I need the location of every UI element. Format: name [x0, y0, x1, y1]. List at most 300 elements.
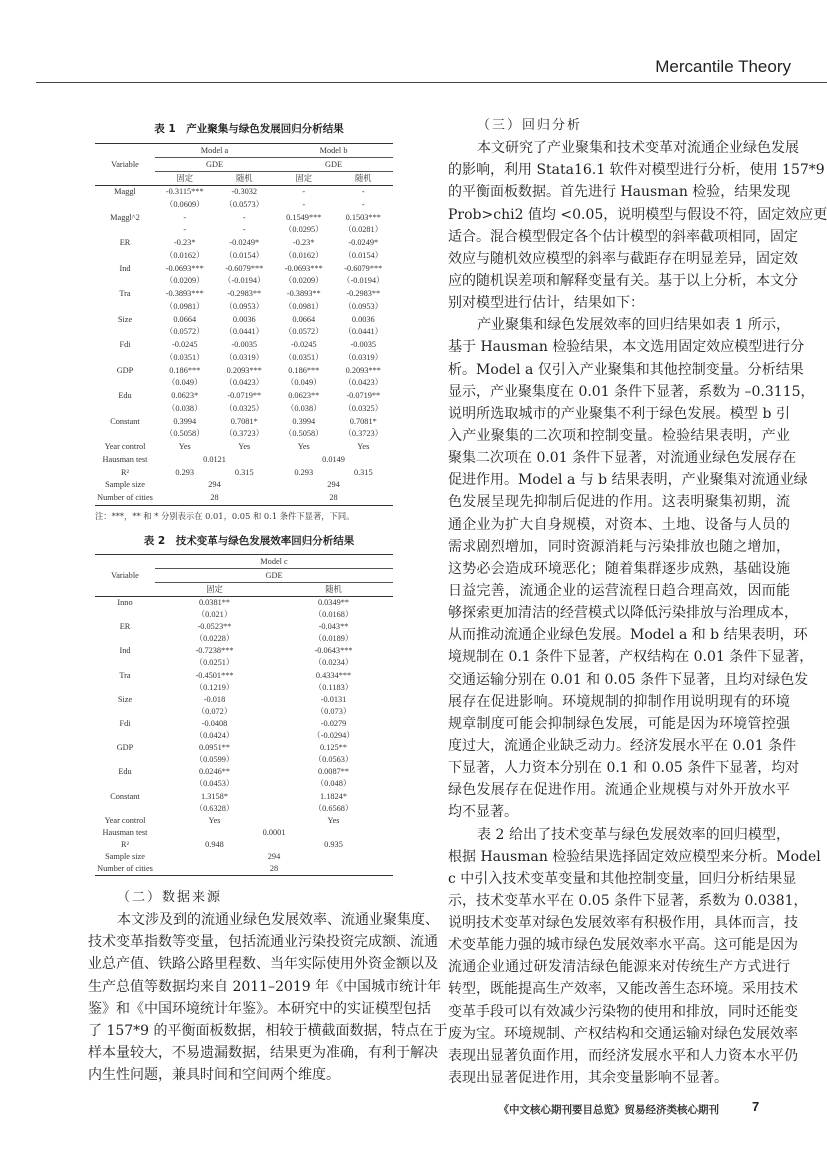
table-row — [95, 754, 393, 766]
summary-value: 28 — [155, 863, 393, 876]
paragraph-line: 显示，产业聚集度在 0.01 条件下显著，系数为 –0.3115， — [448, 383, 815, 400]
table-row — [95, 288, 393, 301]
paragraph-line: 聚集二次项在 0.01 条件下显著，对流通业绿色发展存在 — [448, 450, 797, 467]
empty-cell — [95, 778, 155, 790]
standard-error-value: （0.0295） — [284, 225, 324, 235]
section-heading: （二）数据来源 — [117, 890, 223, 905]
empty-cell — [95, 377, 155, 390]
empty-cell — [95, 657, 155, 669]
standard-error-value: （0.0209） — [165, 276, 205, 286]
standard-error-value: （0.0251） — [194, 658, 235, 668]
variable-name: Maggl^2 — [110, 212, 140, 222]
coefficient-value: -0.0643*** — [314, 646, 353, 656]
empty-cell — [95, 403, 155, 416]
coefficient-value: 0.0951** — [198, 743, 231, 753]
paragraph-line: c 中引入技术变革变量和其他控制变量，回归分析结果显 — [448, 870, 797, 887]
coefficient-value: -0.0245 — [171, 340, 198, 349]
paragraph-line: 绿色发展存在促进作用。流通企业规模与对外开放水平 — [448, 782, 790, 799]
paragraph-line: 够探索更加清洁的经营模式以降低污染排放与治理成本， — [448, 605, 798, 622]
coefficient-value: 0.0623* — [171, 391, 199, 400]
paragraph-line: 规章制度可能会抑制绿色发展，可能是因为环境管控强 — [448, 715, 790, 732]
paragraph-line: 展存在促进影响。环境规制的抑制作用说明现有的环境 — [448, 693, 790, 710]
table-row — [95, 144, 393, 158]
paragraph-line: 本文涉及到的流通业绿色发展效率、流通业聚集度、 — [117, 912, 439, 929]
empty-cell — [95, 275, 155, 288]
standard-error-value: （0.0573） — [224, 199, 264, 209]
standard-error-value: （0.0981） — [284, 301, 324, 311]
empty-cell — [95, 633, 155, 645]
summary-value: 28 — [274, 492, 393, 505]
paragraph-line: 样本量较大，不易遗漏数据，结果更为准确，有利于解决 — [88, 1044, 438, 1061]
coefficient-value: -0.0693*** — [165, 263, 204, 273]
variable-name: ER — [119, 238, 131, 247]
coefficient-value: 0.1503*** — [345, 212, 381, 222]
coefficient-value: - — [302, 187, 306, 196]
table-row — [95, 555, 393, 569]
coefficient-value: 0.0623** — [288, 391, 320, 400]
summary-label: Sample size — [105, 851, 145, 861]
table-row — [95, 621, 393, 633]
standard-error-value: （0.0319） — [343, 352, 383, 362]
variable-name: Ind — [119, 646, 131, 656]
coefficient-value: -0.0035 — [231, 340, 258, 349]
header-divider — [36, 82, 827, 83]
paragraph-line: 效应与随机效应模型的斜率与截距存在明显差异，固定效 — [448, 250, 798, 267]
summary-value: Yes — [208, 815, 221, 825]
summary-value: Yes — [238, 442, 251, 451]
column-header-variable: Variable — [95, 144, 155, 186]
table1-title: 表 1 产业聚集与绿色发展回归分析结果 — [154, 123, 344, 135]
paragraph-line: 均不显著。 — [448, 804, 518, 821]
coefficient-value: -0.0131 — [320, 694, 347, 704]
coefficient-value: 0.0664 — [292, 314, 316, 324]
table-row — [95, 314, 393, 327]
summary-label: Number of cities — [95, 863, 155, 876]
standard-error-value: （0.5058） — [165, 429, 205, 439]
coefficient-value: -0.3893** — [286, 289, 321, 298]
table-row — [95, 827, 393, 839]
standard-error-value: （0.038） — [167, 403, 203, 413]
column-header-gde: GDE — [274, 158, 393, 172]
paragraph-line: 色发展呈现先抑制后促进的作用。这表明聚集初期，流 — [448, 494, 790, 511]
empty-cell — [95, 352, 155, 365]
coefficient-value: 0.125** — [320, 743, 347, 753]
coefficient-value: 0.0349** — [317, 598, 350, 607]
paragraph-line: 废为宝。环境规制、产权结构和交通运输对绿色发展效率 — [448, 1025, 798, 1042]
variable-name: Fdi — [119, 718, 131, 728]
coefficient-value: 0.2093*** — [226, 365, 262, 375]
table-row — [95, 839, 393, 851]
paragraph-line: 的影响，利用 Stata16.1 软件对模型进行分析，使用 157*9 — [448, 162, 825, 179]
standard-error-value: （0.021） — [196, 610, 233, 620]
paragraph-line: 变革手段可以有效减少污染物的使用和排放，同时还能变 — [448, 1003, 798, 1020]
standard-error-value: （0.0981） — [165, 301, 205, 311]
paragraph-line: 流通企业通过研发清洁绿色能源来对传统生产方式进行 — [448, 959, 790, 976]
paragraph-line: 的平衡面板数据。首先进行 Hausman 检验，结果发现 — [448, 184, 791, 201]
standard-error-value: （0.0162） — [165, 250, 205, 260]
paragraph-line: 鉴》和《中国环境统计年鉴》。本研究中的实证模型包括 — [88, 1000, 431, 1017]
paragraph-line: 需求剧烈增加，同时资源消耗与污染排放也随之增加， — [448, 538, 790, 555]
table-row — [95, 670, 393, 682]
table-row — [95, 250, 393, 263]
coefficient-value: -0.0245 — [290, 340, 317, 349]
table1-regression-results — [95, 143, 393, 506]
column-header-model-b: Model b — [274, 144, 393, 158]
table-row — [95, 778, 393, 790]
empty-cell — [95, 326, 155, 339]
empty-cell — [95, 706, 155, 718]
empty-cell — [95, 199, 155, 212]
paragraph-line: 本文研究了产业聚集和技术变革对流通企业绿色发展 — [477, 140, 799, 157]
standard-error-value: （0.0563） — [313, 755, 354, 765]
standard-error-value: - — [302, 199, 306, 209]
footer-journal: 《中文核心期刊要目总览》贸易经济类核心期刊 — [498, 1104, 719, 1116]
table-row — [95, 597, 393, 610]
coefficient-value: -0.018 — [203, 694, 226, 704]
variable-name: Inno — [117, 598, 133, 607]
running-head-title: Mercantile Theory — [655, 57, 791, 76]
summary-value: 294 — [208, 480, 221, 490]
empty-cell — [95, 754, 155, 766]
paragraph-line: 表现出显著促进作用，其余变量影响不显著。 — [448, 1070, 728, 1087]
empty-cell — [95, 428, 155, 441]
paragraph-line: 入产业聚集的二次项和控制变量。检验结果表明，产业 — [448, 427, 790, 444]
table-row — [95, 263, 393, 276]
coefficient-value: -0.3115*** — [165, 187, 204, 196]
empty-cell — [95, 609, 155, 621]
paragraph-line: 内生性问题，兼具时间和空间两个维度。 — [88, 1067, 340, 1084]
table-row — [95, 428, 393, 441]
coefficient-value: -0.23* — [174, 238, 196, 247]
standard-error-value: （0.0423） — [224, 378, 264, 388]
paragraph-line: 促进作用。Model a 与 b 结果表明，产业聚集对流通业绿 — [448, 472, 808, 489]
table-row — [95, 815, 393, 827]
standard-error-value: （-0.0294） — [312, 731, 355, 741]
empty-cell — [95, 682, 155, 694]
coefficient-value: 1.3158* — [201, 791, 228, 801]
summary-label: R² — [120, 467, 130, 477]
table-row — [95, 467, 393, 480]
standard-error-value: - — [242, 225, 246, 235]
standard-error-value: （-0.0194） — [342, 276, 385, 286]
table-row — [95, 199, 393, 212]
standard-error-value: （0.1183） — [313, 682, 354, 692]
coefficient-value: -0.043** — [318, 622, 349, 632]
coefficient-value: - — [183, 212, 187, 222]
empty-cell — [95, 301, 155, 314]
standard-error-value: （0.0234） — [313, 658, 354, 668]
table-row — [95, 212, 393, 225]
variable-name: Maggl — [114, 187, 136, 196]
coefficient-value: 0.0246** — [198, 767, 231, 777]
standard-error-value: （0.072） — [196, 706, 233, 716]
standard-error-value: （0.038） — [286, 403, 322, 413]
coefficient-value: -0.0693*** — [284, 263, 323, 273]
standard-error-value: （0.0572） — [165, 327, 205, 337]
coefficient-value: - — [242, 212, 246, 222]
table-row — [95, 224, 393, 237]
coefficient-value: -0.0719** — [346, 391, 381, 400]
variable-name: Edu — [118, 391, 132, 400]
coefficient-value: 0.3994 — [292, 416, 316, 426]
summary-value: Yes — [327, 815, 340, 825]
summary-value: 0.0001 — [262, 827, 286, 837]
column-header-gde: GDE — [155, 569, 393, 583]
standard-error-value: （0.1219） — [194, 682, 235, 692]
coefficient-value: -0.0035 — [350, 340, 377, 349]
coefficient-value: -0.23* — [293, 238, 315, 247]
coefficient-value: 0.7081* — [349, 416, 377, 426]
coefficient-value: -0.2983** — [346, 289, 381, 298]
paragraph-line: 别对模型进行估计，结果如下： — [448, 295, 644, 312]
summary-value: 0.315 — [234, 467, 254, 477]
column-header-model-a: Model a — [155, 144, 274, 158]
summary-value: Yes — [357, 442, 370, 451]
variable-name: Size — [117, 314, 133, 324]
table-row — [95, 479, 393, 492]
standard-error-value: （0.0209） — [284, 276, 324, 286]
paragraph-line: 示，技术变革水平在 0.05 条件下显著，系数为 0.0381， — [448, 892, 808, 909]
summary-value: 0.0149 — [322, 454, 345, 464]
standard-error-value: （0.3723） — [224, 429, 264, 439]
table-row — [95, 275, 393, 288]
standard-error-value: （0.049） — [167, 378, 203, 388]
table-row — [95, 742, 393, 754]
paragraph-line: 析。Model a 仅引入产业聚集和其他控制变量。分析结果 — [448, 361, 804, 378]
table-row — [95, 416, 393, 429]
table-row — [95, 377, 393, 390]
table-row — [95, 682, 393, 694]
summary-value: 0.0121 — [203, 454, 226, 464]
table-row — [95, 645, 393, 657]
coefficient-value: 0.1549*** — [286, 212, 322, 222]
variable-name: Constant — [110, 791, 140, 801]
summary-label: Sample size — [105, 480, 145, 490]
paragraph-line: 说明技术变革对绿色发展效率有积极作用，具体而言，技 — [448, 915, 798, 932]
coefficient-value: -0.0249* — [229, 238, 260, 247]
table-row — [95, 730, 393, 742]
coefficient-value: 0.2093*** — [345, 365, 381, 375]
standard-error-value: （0.0572） — [284, 327, 324, 337]
empty-cell — [95, 730, 155, 742]
standard-error-value: - — [183, 225, 187, 235]
standard-error-value: （0.0453） — [194, 779, 235, 789]
table1-note: 注：***，** 和 * 分别表示在 0.01，0.05 和 0.1 条件下显著，下同。 — [95, 511, 355, 521]
coefficient-value: - — [361, 187, 365, 196]
column-header-fixed: 固定 — [155, 583, 274, 597]
summary-value: 294 — [267, 851, 281, 861]
standard-error-value: （0.6568） — [313, 803, 354, 813]
coefficient-value: -0.0279 — [320, 718, 347, 728]
coefficient-value: 0.0036 — [232, 314, 256, 324]
standard-error-value: （0.0228） — [194, 634, 235, 644]
standard-error-value: （0.0168） — [313, 610, 354, 620]
summary-value: 28 — [155, 492, 274, 505]
paragraph-line: 根据 Hausman 检验结果选择固定效应模型来分析。Model — [448, 848, 821, 865]
summary-value: 0.293 — [175, 467, 195, 477]
standard-error-value: （0.5058） — [284, 429, 324, 439]
standard-error-value: （0.073） — [315, 706, 352, 716]
paragraph-line: 日益完善，流通企业的运营流程日趋合理高效，因而能 — [448, 582, 790, 599]
table-row — [95, 863, 393, 876]
section-regression-analysis — [448, 115, 827, 1089]
coefficient-value: 0.7081* — [230, 416, 258, 426]
standard-error-value: （0.0319） — [224, 352, 264, 362]
standard-error-value: （0.0162） — [284, 250, 324, 260]
variable-name: GDP — [116, 365, 134, 375]
section-heading: （三）回归分析 — [477, 118, 583, 133]
paragraph-line: 表 2 给出了技术变革与绿色发展效率的回归模型， — [477, 826, 790, 843]
paragraph-line: 生产总值等数据均来自 2011–2019 年《中国城市统计年 — [88, 978, 442, 995]
table-row — [95, 609, 393, 621]
paragraph-line: 境规制在 0.1 条件下显著，产权结构在 0.01 条件下显著， — [448, 649, 814, 666]
coefficient-value: -0.3893*** — [165, 289, 204, 298]
table-row — [95, 492, 393, 505]
table-row — [95, 339, 393, 352]
table2-title: 表 2 技术变革与绿色发展效率回归分析结果 — [143, 535, 355, 547]
table-row — [95, 237, 393, 250]
paragraph-line: 业总产值、铁路公路里程数、当年实际使用外资金额以及 — [88, 956, 438, 973]
standard-error-value: （0.0325） — [343, 403, 383, 413]
summary-value: 294 — [327, 480, 340, 490]
coefficient-value: 0.0087** — [317, 767, 350, 777]
empty-cell — [95, 803, 155, 815]
table-row — [95, 694, 393, 706]
summary-value: Yes — [297, 442, 310, 451]
variable-name: Size — [117, 694, 133, 704]
coefficient-value: 0.186*** — [288, 365, 320, 375]
coefficient-value: -0.0408 — [201, 718, 228, 728]
column-header-random: 随机 — [334, 172, 394, 186]
standard-error-value: （0.0441） — [343, 327, 383, 337]
standard-error-value: （0.0351） — [165, 352, 205, 362]
coefficient-value: 0.0036 — [351, 314, 375, 324]
table-row — [95, 803, 393, 815]
variable-name: Tra — [119, 289, 131, 298]
standard-error-value: （0.0281） — [343, 225, 383, 235]
variable-name: GDP — [116, 743, 134, 753]
coefficient-value: -0.6079*** — [344, 263, 383, 273]
page-number: 7 — [752, 1099, 760, 1114]
standard-error-value: （0.0189） — [313, 634, 354, 644]
standard-error-value: - — [361, 199, 365, 209]
summary-label: Hausman test — [102, 827, 148, 837]
table-row — [95, 454, 393, 467]
table-row — [95, 186, 393, 199]
paragraph-line: 了 157*9 的平衡面板数据，相较于横截面数据，特点在于 — [88, 1022, 448, 1039]
standard-error-value: （0.0351） — [284, 352, 324, 362]
standard-error-value: （0.0441） — [224, 327, 264, 337]
paragraph-line: 通企业为扩大自身规模，对资本、土地、设备与人员的 — [448, 516, 790, 533]
coefficient-value: -0.0249* — [348, 238, 379, 247]
summary-label: Year control — [104, 442, 146, 451]
table-row — [95, 791, 393, 803]
coefficient-value: -0.7238*** — [195, 646, 234, 656]
summary-label: Year control — [104, 815, 146, 825]
paragraph-line: 基于 Hausman 检验结果，本文选用固定效应模型进行分 — [448, 339, 805, 356]
coefficient-value: 0.0664 — [173, 314, 197, 324]
standard-error-value: （0.3723） — [343, 429, 383, 439]
table-row — [95, 851, 393, 863]
summary-label: Number of cities — [95, 492, 155, 505]
coefficient-value: -0.2983** — [227, 289, 262, 298]
standard-error-value: （0.0154） — [224, 250, 264, 260]
table-row — [95, 718, 393, 730]
coefficient-value: 0.0381** — [198, 598, 231, 607]
variable-name: Edu — [118, 767, 132, 777]
standard-error-value: （0.6328） — [194, 803, 235, 813]
standard-error-value: （-0.0194） — [223, 276, 266, 286]
column-header-gde: GDE — [155, 158, 274, 172]
coefficient-value: 0.3994 — [173, 416, 197, 426]
column-header-random: 随机 — [274, 583, 393, 597]
paragraph-line: 转型，既能提高生产效率，又能改善生态环境。采用技术 — [448, 981, 798, 998]
standard-error-value: （0.0599） — [194, 755, 235, 765]
coefficient-value: 1.1824* — [320, 791, 347, 801]
standard-error-value: （0.0154） — [343, 250, 383, 260]
standard-error-value: （0.0424） — [194, 731, 235, 741]
paragraph-line: 适合。混合模型假定各个估计模型的斜率截项相同，固定 — [448, 228, 798, 245]
coefficient-value: -0.0719** — [227, 391, 262, 400]
column-header-variable: Variable — [95, 555, 155, 597]
paragraph-line: Prob>chi2 值均 <0.05，说明模型与假设不符，固定效应更 — [448, 206, 827, 223]
paragraph-line: 这势必会造成环境恶化；随着集群逐步成熟，基础设施 — [448, 560, 790, 577]
table-row — [95, 390, 393, 403]
summary-label: Hausman test — [102, 454, 148, 464]
table-row — [95, 766, 393, 778]
paragraph-line: 术变革能力强的城市绿色发展效率水平高。这可能是因为 — [448, 937, 798, 954]
standard-error-value: （0.0953） — [343, 301, 383, 311]
standard-error-value: （0.048） — [315, 779, 352, 789]
table-row — [95, 657, 393, 669]
summary-value: 0.315 — [353, 467, 373, 477]
table-row — [95, 326, 393, 339]
paragraph-line: 交通运输分别在 0.01 和 0.05 条件下显著，且均对绿色发 — [448, 671, 809, 688]
coefficient-value: -0.4501*** — [195, 670, 234, 680]
column-header-fixed: 固定 — [155, 172, 215, 186]
coefficient-value: -0.3032 — [231, 187, 258, 196]
variable-name: Fdi — [119, 340, 131, 349]
coefficient-value: 0.186*** — [169, 365, 201, 375]
standard-error-value: （0.049） — [286, 378, 322, 388]
column-header-model-c: Model c — [155, 555, 393, 569]
summary-value: Yes — [178, 442, 191, 451]
empty-cell — [95, 224, 155, 237]
paragraph-line: 表现出显著负面作用，而经济发展水平和人力资本水平仍 — [448, 1047, 798, 1064]
table2-regression-results — [95, 554, 393, 876]
table-row — [95, 441, 393, 454]
section-data-sources — [88, 887, 448, 1086]
variable-name: Tra — [119, 670, 131, 680]
summary-label: R² — [120, 839, 130, 849]
variable-name: Ind — [119, 263, 131, 273]
paragraph-line: 下显著，人力资本分别在 0.1 和 0.05 条件下显著，均对 — [448, 760, 800, 777]
empty-cell — [95, 250, 155, 263]
paragraph-line: 技术变革指数等变量，包括流通业污染投资完成额、流通 — [88, 934, 438, 951]
variable-name: ER — [119, 622, 131, 632]
paragraph-line: 度过大，流通企业缺乏动力。经济发展水平在 0.01 条件 — [448, 737, 797, 754]
column-header-random: 随机 — [215, 172, 275, 186]
summary-value: 0.948 — [205, 839, 224, 849]
coefficient-value: 0.4334*** — [315, 670, 352, 680]
table-row — [95, 352, 393, 365]
coefficient-value: -0.6079*** — [225, 263, 264, 273]
standard-error-value: （0.0609） — [165, 199, 205, 209]
table-row — [95, 301, 393, 314]
table-row — [95, 633, 393, 645]
summary-value: 0.935 — [324, 839, 343, 849]
table-row — [95, 365, 393, 378]
